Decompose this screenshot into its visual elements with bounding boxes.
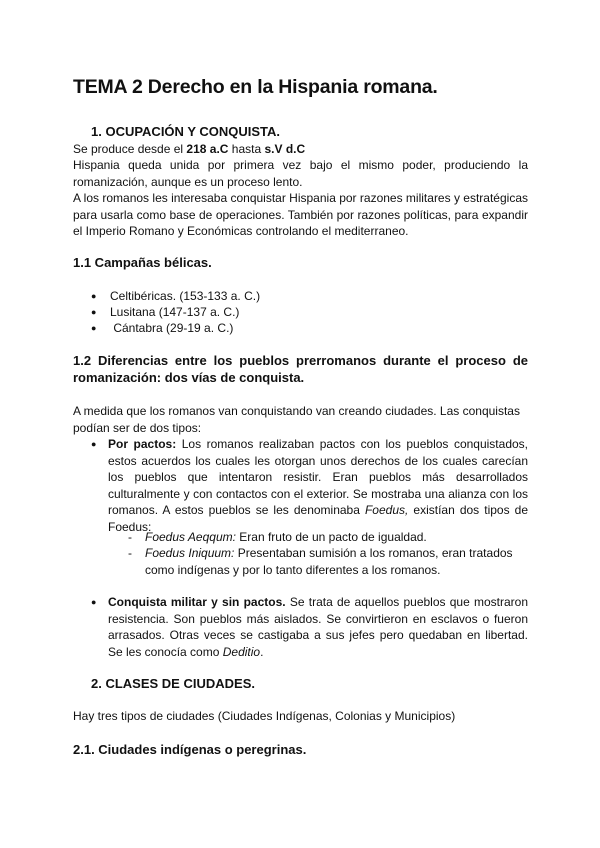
list-item: Cántabra (29-19 a. C.) [110,321,234,335]
bullet-icon: ● [91,291,97,301]
conquista-paragraph: Conquista militar y sin pactos. Se trata de aquellos pueblos que mostraron resistencia. Son pueblos más aislados. Se convirtieron en esclavos o fueron arrasados. Otras veces se castigaba a sus jefes pero quedaban en libertad. Se les conocía como Deditio. [108,595,528,659]
foedus-aequum-item: Foedus Aeqqum: Eran fruto de un pacto de igualdad. [145,530,427,544]
pactos-paragraph: Por pactos: Los romanos realizaban pactos con los pueblos conquistados, estos acuerdos los cuales les otorgan unos derechos de los cuales carecían los pueblos que intentaron resistir. Eran pueblos más desarrollados culturalmente y con contactos con el exterior. Se mostraba una alianza con los romanos. A estos pueblos se les denominaba Foedus, existían dos tipos de Foedus: [108,437,528,534]
section-2-1-heading: 2.1. Ciudades indígenas o peregrinas. [73,742,307,757]
section-1-paragraph-1: Hispania queda unida por primera vez bajo el mismo poder, produciendo la romanización, aunque es un proceso lento. [73,158,528,189]
section-1-2-intro: A medida que los romanos van conquistando van creando ciudades. Las conquistas podían ser de dos tipos: [73,404,520,435]
section-1-dates: Se produce desde el 218 a.C hasta s.V d.C [73,142,306,156]
list-item: Celtibéricas. (153-133 a. C.) [110,289,261,303]
bullet-icon: ● [91,439,97,449]
bullet-icon: ● [91,597,97,607]
bullet-icon: ● [91,323,97,333]
section-1-1-heading: 1.1 Campañas bélicas. [73,255,212,270]
list-item: Lusitana (147-137 a. C.) [110,305,240,319]
dash-bullet-icon: - [128,530,132,544]
section-1-paragraph-2: A los romanos les interesaba conquistar Hispania por razones militares y estratégicas para usarla como base de operaciones. También por razones políticas, para expandir el Imperio Romano y Económicas controlando el mediterraneo. [73,191,528,239]
page-title: TEMA 2 Derecho en la Hispania romana. [73,76,438,98]
bullet-icon: ● [91,307,97,317]
dash-bullet-icon: - [128,546,132,560]
section-2-paragraph: Hay tres tipos de ciudades (Ciudades Indígenas, Colonias y Municipios) [73,709,456,723]
section-1-heading: 1. OCUPACIÓN Y CONQUISTA. [91,124,281,139]
foedus-iniquum-item: Foedus Iniquum: Presentaban sumisión a los romanos, eran tratados como indígenas y por lo tanto diferentes a los romanos. [145,546,513,577]
section-1-2-heading: 1.2 Diferencias entre los pueblos prerromanos durante el proceso de romanización: dos vías de conquista. [73,353,528,385]
section-2-heading: 2. CLASES DE CIUDADES. [91,676,255,691]
